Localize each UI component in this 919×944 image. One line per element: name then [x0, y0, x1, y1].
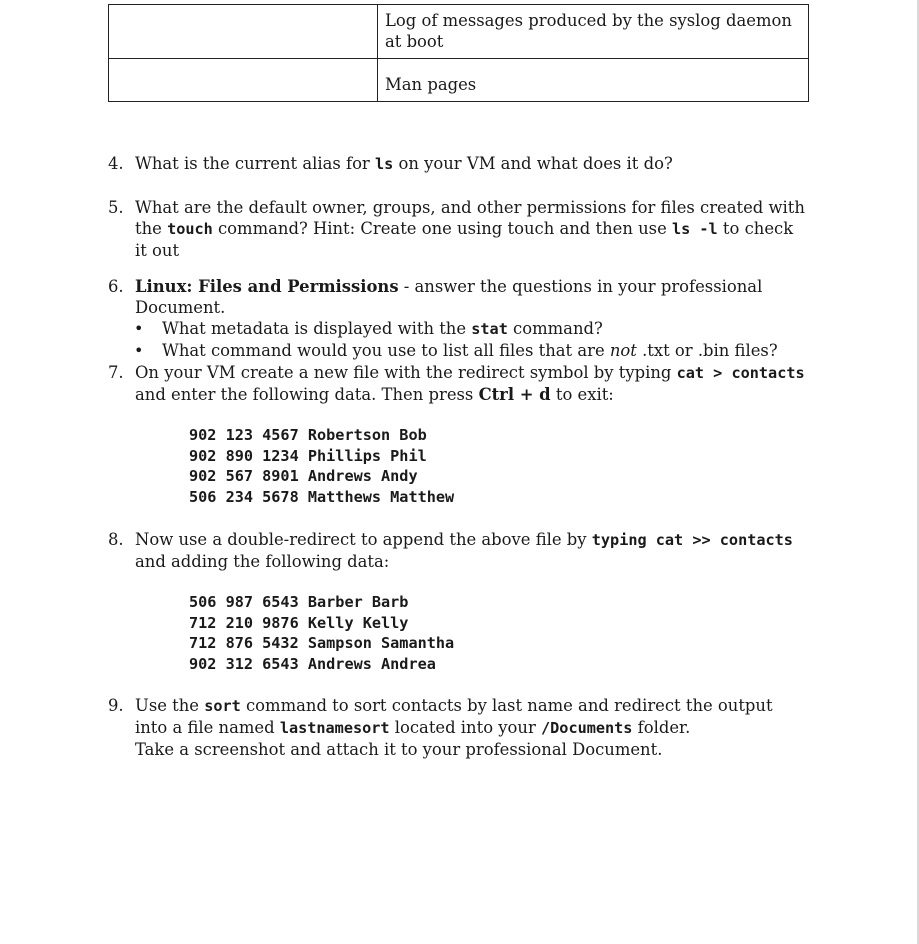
code-line: 902 312 6543 Andrews Andrea	[189, 654, 436, 673]
question-8	[108, 529, 808, 674]
inline-code: lastnamesort	[279, 719, 390, 737]
code-line: 902 123 4567 Robertson Bob	[189, 426, 427, 444]
code-line: 506 234 5678 Matthews Matthew	[189, 487, 455, 506]
question-text: What are the default owner, groups, and other permissions for files created with the touch command? Hint: Create one using touch and then use ls -l to check it out	[135, 198, 805, 260]
code-line: 902 567 8901 Andrews Andy	[189, 467, 418, 485]
question-number: 5.	[108, 198, 124, 217]
code-line: 902 890 1234 Phillips Phil	[189, 446, 427, 465]
question-number: 8.	[108, 530, 124, 549]
table-row	[109, 59, 809, 102]
code-block	[189, 425, 808, 507]
question-number: 9.	[108, 696, 124, 715]
question-5	[108, 197, 808, 261]
list-item: • What metadata is displayed with the stat command?	[134, 319, 603, 338]
table-cell-description: Man pages	[378, 59, 809, 102]
table-cell-path	[109, 5, 378, 59]
list-item: • What command would you use to list all files that are not .txt or .bin files?	[134, 341, 778, 360]
key-combo: Ctrl + d	[478, 385, 551, 404]
code-block	[189, 592, 808, 674]
inline-code: touch	[167, 220, 213, 238]
inline-code: sort	[204, 697, 241, 715]
question-number: 7.	[108, 363, 124, 382]
section-title: Linux: Files and Permissions	[135, 277, 399, 296]
question-4	[108, 153, 808, 175]
question-text: Now use a double-redirect to append the above file by typing cat >> contacts and adding the following data:	[135, 530, 793, 571]
code-line: 712 876 5432 Sampson Samantha	[189, 634, 455, 652]
table-row	[109, 5, 809, 59]
code-line: 506 987 6543 Barber Barb	[189, 593, 409, 611]
question-text: Linux: Files and Permissions - answer the questions in your professional Document.	[135, 277, 763, 317]
file-location-table	[108, 4, 809, 102]
table-cell-description: Log of messages produced by the syslog daemon at boot	[378, 5, 809, 59]
question-number: 6.	[108, 277, 124, 296]
inline-code: ls -l	[671, 220, 718, 238]
table-cell-path	[109, 59, 378, 102]
inline-code: stat	[471, 320, 508, 338]
inline-code: ls	[374, 155, 394, 173]
bullet-list	[108, 318, 808, 361]
question-instruction: Take a screenshot and attach it to your professional Document.	[135, 740, 663, 759]
question-number: 4.	[108, 154, 124, 173]
bullet-icon: •	[134, 341, 144, 360]
question-text: What is the current alias for ls on your VM and what does it do?	[135, 154, 673, 173]
code-line: 712 210 9876 Kelly Kelly	[189, 613, 409, 632]
question-7	[108, 362, 808, 507]
bullet-icon: •	[134, 319, 144, 338]
question-text: Use the sort command to sort contacts by last name and redirect the output into a file named lastnamesort located into your /Documents folder. Take a screenshot and attach it to your professional Document.	[135, 696, 773, 759]
inline-code: typing cat >> contacts	[591, 531, 793, 549]
inline-code: cat > contacts	[676, 364, 805, 382]
question-6	[108, 276, 808, 361]
question-text: On your VM create a new file with the redirect symbol by typing cat > contacts and enter the following data. Then press Ctrl + d to exit:	[135, 363, 805, 404]
inline-code: /Documents	[541, 719, 633, 737]
question-9	[108, 695, 808, 760]
